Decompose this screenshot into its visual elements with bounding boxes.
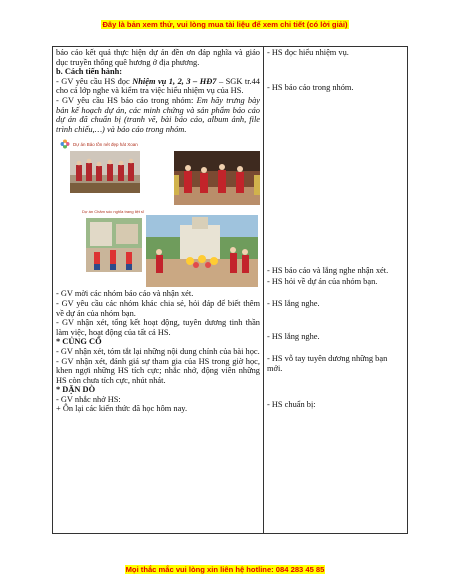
after-photos-line-3: - GV nhận xét, tổng kết hoạt động, tuyên dương tinh thần làm việc, hoạt động của tất cả HS. xyxy=(56,318,260,337)
flower-logo-icon xyxy=(60,139,70,149)
section-heading-dando: * DẶN DÒ xyxy=(56,385,96,395)
cungco-line-2: - GV nhận xét, đánh giá sự tham gia của HS trong giờ học, khen ngợi những HS tích cực; nhắc nhở, động viên những HS còn chưa tích cực, nhút nhát. xyxy=(56,356,260,385)
after-photos-line-1: - GV mời các nhóm báo cáo và nhận xét. xyxy=(56,289,194,299)
report-instruction: - GV yêu cầu HS báo cáo trong nhóm: Em hãy trưng bày bản kế hoạch dự án, các minh chứng và sản phẩm báo cáo dự án đã chuẩn bị (tranh vẽ, bài báo cáo, album ảnh, file trình chiếu,…) và báo cáo trong nhóm. xyxy=(56,95,260,134)
preview-banner xyxy=(0,20,450,29)
student-note-4: - HS hỏi về dự án của nhóm bạn. xyxy=(267,277,378,286)
student-note-3: - HS báo cáo và lắng nghe nhận xét. xyxy=(267,266,389,275)
dando-line-1: - GV nhắc nhở HS: xyxy=(56,394,121,404)
teacher-activity-column xyxy=(53,47,264,534)
photo-xoan-performance xyxy=(174,151,260,205)
student-activity-column xyxy=(264,47,408,534)
student-note-5: - HS lắng nghe. xyxy=(267,299,320,308)
photo-xoan-singing-group xyxy=(70,151,140,193)
student-note-6: - HS lắng nghe. xyxy=(267,332,320,341)
project-photo-collage xyxy=(56,137,260,287)
dando-line-2: + Ôn lại các kiến thức đã học hôm nay. xyxy=(56,404,188,414)
photo-students-cemetery xyxy=(86,218,142,272)
lesson-table xyxy=(52,46,408,534)
intro-text: báo cáo kết quả thực hiện dự án đền ơn đáp nghĩa và giáo dục truyền thống quê hương ở địa phương. xyxy=(56,48,260,67)
student-note-1: - HS đọc hiểu nhiệm vụ. xyxy=(267,48,349,57)
preview-banner-text: Đây là bản xem thử, vui lòng mua tài liệu để xem chi tiết (có lời giải) xyxy=(102,20,348,29)
photo-caption-cemetery: Dự án Chăm sóc nghĩa trang liệt sĩ xyxy=(82,209,145,215)
student-note-2: - HS báo cáo trong nhóm. xyxy=(267,83,354,92)
student-note-7: - HS vỗ tay tuyên dương những bạn mới. xyxy=(267,354,388,373)
photo-memorial-offering xyxy=(146,215,258,287)
hotline-banner-text: Mọi thắc mắc vui lòng xin liên hệ hotline: 084 283 45 85 xyxy=(125,565,325,574)
task-instruction: - GV yêu cầu HS đọc Nhiệm vụ 1, 2, 3 – HĐ7 – SGK tr.44 cho cả lớp nghe và kiểm tra việc hiểu nhiệm vụ của HS. xyxy=(56,76,260,96)
cungco-line-1: - GV nhận xét, tóm tắt lại những nội dung chính của bài học. xyxy=(56,346,260,356)
student-note-8: - HS chuẩn bị: xyxy=(267,400,316,409)
photo-caption-xoan: Dự án Bảo tồn nét đẹp hát Xoan xyxy=(73,142,138,148)
after-photos-line-2: - GV yêu cầu các nhóm khác chia sẻ, hỏi đáp để biết thêm về dự án của nhóm bạn. xyxy=(56,298,260,318)
section-heading-procedure: b. Cách tiến hành: xyxy=(56,67,123,77)
hotline-banner xyxy=(0,565,450,574)
section-heading-cungco: * CỦNG CỐ xyxy=(56,337,102,347)
